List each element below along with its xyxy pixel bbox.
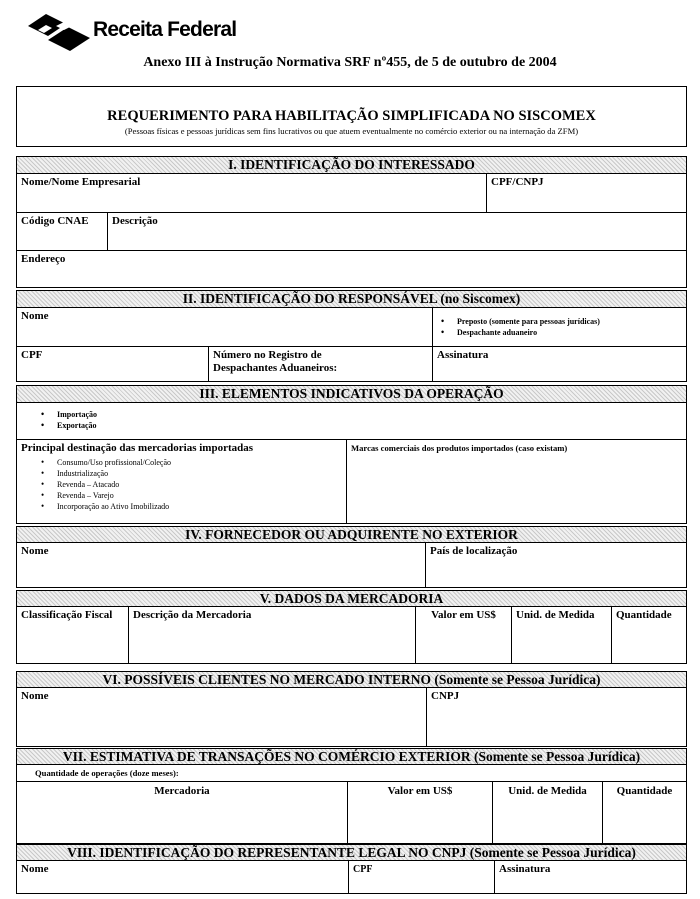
brand-name: Receita Federal	[93, 18, 237, 41]
estimativa-unid-field[interactable]	[492, 781, 603, 844]
quantidade-operacoes-field[interactable]	[16, 764, 687, 782]
destinacao-ativo-imobilizado-option[interactable]: • Incorporação ao Ativo Imobilizado	[37, 501, 171, 512]
cpf-cnpj-field[interactable]	[486, 173, 687, 213]
operacao-options	[16, 402, 687, 440]
destinacao-options	[16, 439, 347, 524]
section-6-title: VI. POSSÍVEIS CLIENTES NO MERCADO INTERNO (Somente se Pessoa Jurídica)	[16, 671, 687, 688]
pais-localizacao-label: País de localização	[430, 545, 518, 557]
despachante-option[interactable]: • Despachante aduaneiro	[437, 327, 600, 338]
nome-empresarial-label: Nome/Nome Empresarial	[21, 176, 141, 188]
form-header	[16, 86, 687, 147]
quantidade-operacoes-label: Quantidade de operações (doze meses):	[35, 768, 179, 778]
section-1-title: I. IDENTIFICAÇÃO DO INTERESSADO	[16, 156, 687, 174]
representante-nome-field[interactable]	[16, 860, 349, 894]
destinacao-industrializacao-option[interactable]: • Industrialização	[37, 468, 171, 479]
representante-cpf-field[interactable]	[348, 860, 495, 894]
descricao-mercadoria-label: Descrição da Mercadoria	[133, 609, 252, 621]
destinacao-revenda-atacado-option[interactable]: • Revenda – Atacado	[37, 479, 171, 490]
codigo-cnae-label: Código CNAE	[21, 215, 89, 227]
responsavel-nome-field[interactable]	[16, 307, 433, 347]
section-7-title: VII. ESTIMATIVA DE TRANSAÇÕES NO COMÉRCIO EXTERIOR (Somente se Pessoa Jurídica)	[16, 748, 687, 765]
responsavel-tipo-options	[432, 307, 687, 347]
responsavel-assinatura-field[interactable]	[432, 346, 687, 382]
section-5-title: V. DADOS DA MERCADORIA	[16, 590, 687, 607]
receita-federal-logo-icon	[26, 10, 92, 52]
destinacao-consumo-option[interactable]: • Consumo/Uso profissional/Coleção	[37, 457, 171, 468]
marcas-comerciais-label: Marcas comerciais dos produtos importados (caso existam)	[351, 443, 568, 453]
representante-nome-label: Nome	[21, 863, 49, 875]
descricao-label: Descrição	[112, 215, 158, 227]
representante-cpf-label: CPF	[353, 864, 373, 875]
registro-despachantes-field[interactable]	[208, 346, 433, 382]
quantidade-field[interactable]	[611, 606, 687, 664]
form-title: REQUERIMENTO PARA HABILITAÇÃO SIMPLIFICADA NO SISCOMEX	[107, 108, 596, 124]
estimativa-valor-field[interactable]	[347, 781, 493, 844]
valor-usd-field[interactable]	[415, 606, 512, 664]
importacao-option[interactable]: • Importação	[37, 409, 97, 420]
fornecedor-nome-label: Nome	[21, 545, 49, 557]
responsavel-nome-label: Nome	[21, 310, 49, 322]
registro-label-line2: Despachantes Aduaneiros:	[213, 362, 338, 374]
section-8-title: VIII. IDENTIFICAÇÃO DO REPRESENTANTE LEGAL NO CNPJ (Somente se Pessoa Jurídica)	[16, 844, 687, 861]
responsavel-cpf-label: CPF	[21, 349, 43, 361]
preposto-option[interactable]: • Preposto (somente para pessoas jurídicas)	[437, 316, 600, 327]
estimativa-mercadoria-field[interactable]	[16, 781, 348, 844]
classificacao-fiscal-field[interactable]	[16, 606, 129, 664]
representante-assinatura-label: Assinatura	[499, 863, 551, 875]
cliente-cnpj-field[interactable]	[426, 687, 687, 747]
section-3-title: III. ELEMENTOS INDICATIVOS DA OPERAÇÃO	[16, 385, 687, 403]
annex-title: Anexo III à Instrução Normativa SRF nº455, de 5 de outubro de 2004	[143, 55, 557, 70]
estimativa-unid-label: Unid. de Medida	[508, 785, 587, 797]
codigo-cnae-field[interactable]	[16, 212, 108, 251]
cliente-nome-field[interactable]	[16, 687, 427, 747]
marcas-comerciais-field[interactable]	[346, 439, 687, 524]
endereco-label: Endereço	[21, 253, 66, 265]
descricao-mercadoria-field[interactable]	[128, 606, 416, 664]
estimativa-valor-label: Valor em US$	[387, 785, 453, 797]
pais-localizacao-field[interactable]	[425, 542, 687, 588]
estimativa-quantidade-label: Quantidade	[616, 785, 673, 797]
responsavel-assinatura-label: Assinatura	[437, 349, 489, 361]
cpf-cnpj-label: CPF/CNPJ	[491, 176, 544, 188]
valor-usd-label: Valor em US$	[431, 609, 496, 621]
exportacao-option[interactable]: • Exportação	[37, 420, 97, 431]
quantidade-label: Quantidade	[616, 609, 672, 621]
estimativa-mercadoria-label: Mercadoria	[154, 785, 210, 797]
registro-label-line1: Número no Registro de	[213, 349, 322, 361]
destinacao-revenda-varejo-option[interactable]: • Revenda – Varejo	[37, 490, 171, 501]
responsavel-cpf-field[interactable]	[16, 346, 209, 382]
fornecedor-nome-field[interactable]	[16, 542, 426, 588]
form-subtitle: (Pessoas físicas e pessoas jurídicas sem fins lucrativos ou que atuem eventualmente no comércio exterior ou na internação da ZFM)	[124, 126, 579, 136]
unid-medida-label: Unid. de Medida	[516, 609, 595, 621]
endereco-field[interactable]	[16, 250, 687, 288]
unid-medida-field[interactable]	[511, 606, 612, 664]
section-4-title: IV. FORNECEDOR OU ADQUIRENTE NO EXTERIOR	[16, 526, 687, 543]
destinacao-label: Principal destinação das mercadorias importadas	[21, 442, 254, 454]
section-2-title: II. IDENTIFICAÇÃO DO RESPONSÁVEL (no Siscomex)	[16, 290, 687, 308]
descricao-field[interactable]	[107, 212, 687, 251]
representante-assinatura-field[interactable]	[494, 860, 687, 894]
nome-empresarial-field[interactable]	[16, 173, 487, 213]
classificacao-fiscal-label: Classificação Fiscal	[21, 609, 113, 621]
cliente-nome-label: Nome	[21, 690, 49, 702]
estimativa-quantidade-field[interactable]	[602, 781, 687, 844]
cliente-cnpj-label: CNPJ	[431, 690, 460, 702]
